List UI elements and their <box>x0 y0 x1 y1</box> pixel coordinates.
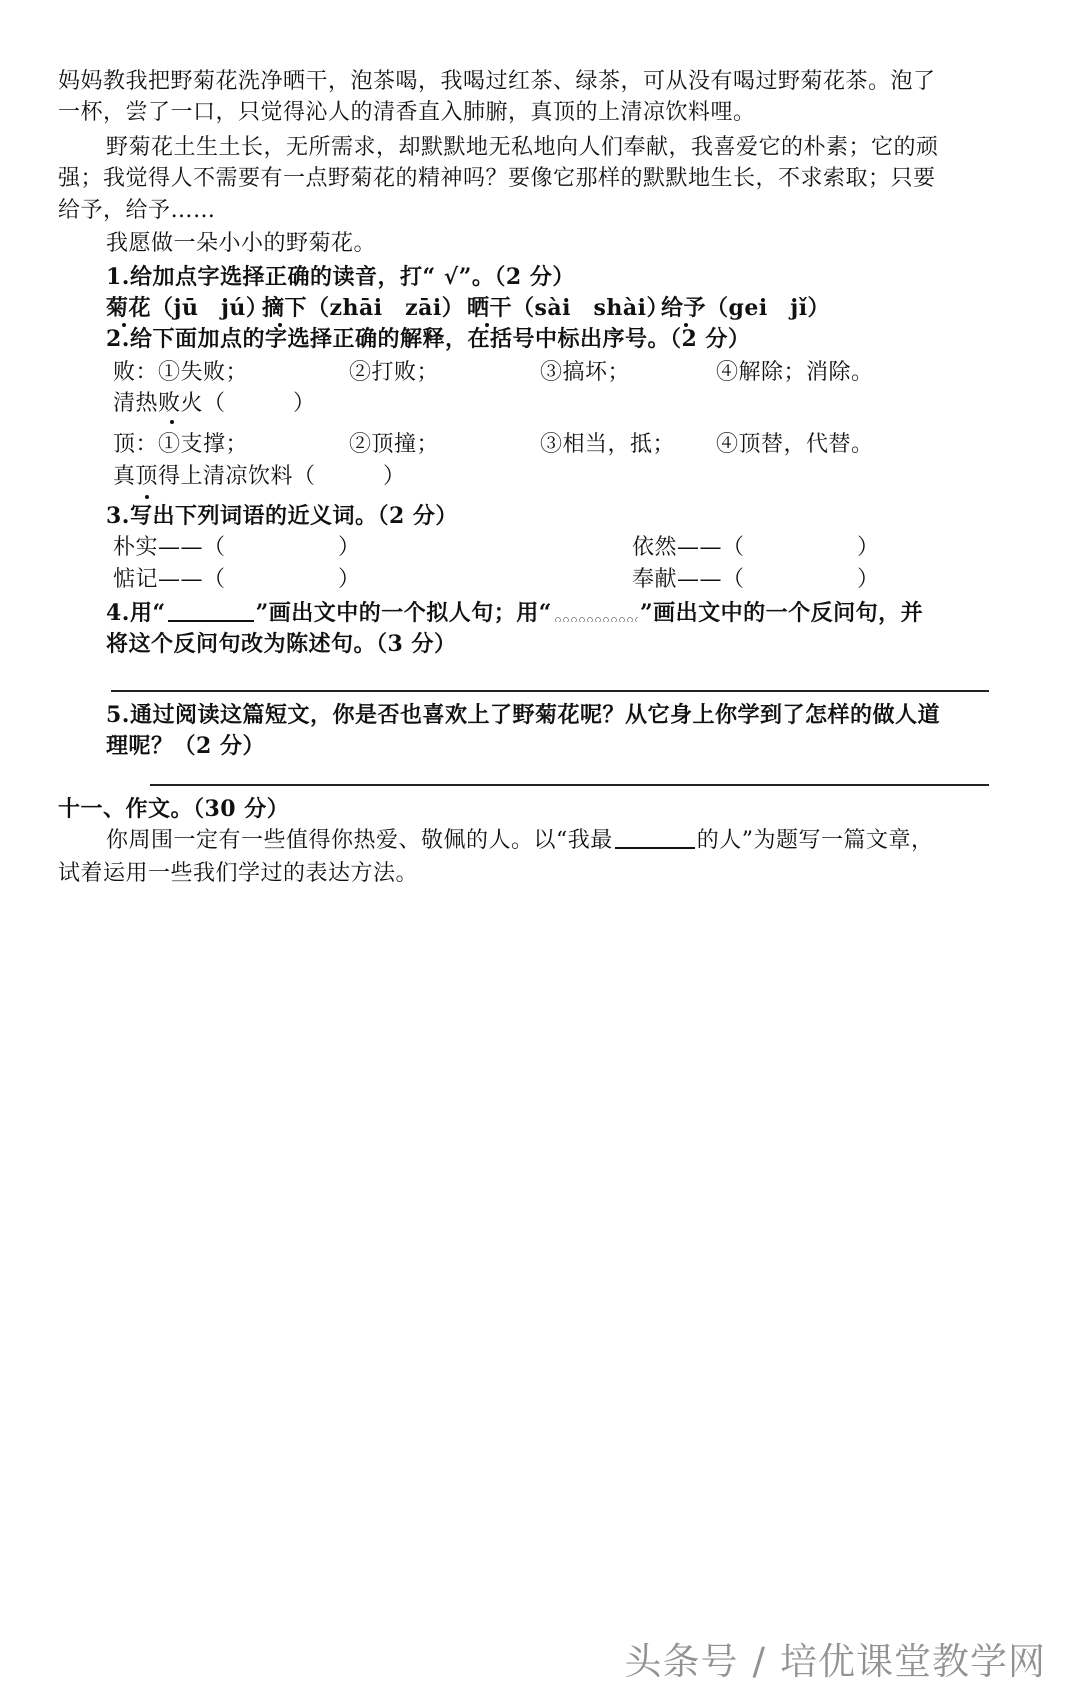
passage-line-4: 强；我觉得人不需要有一点野菊花的精神吗？要像它那样的默默地生长，不求索取；只要 <box>58 166 936 191</box>
emphasis-dot <box>170 420 174 424</box>
question-2-ding-option-c: ③相当，抵； <box>540 432 676 457</box>
question-2-ding-option-d: ④顶替，代替。 <box>716 432 874 457</box>
composition-line-1 <box>106 826 934 856</box>
watermark-slash: / <box>752 1640 766 1683</box>
question-2-bai-option-a: 败：①失败； <box>113 360 249 385</box>
question-4-prefix: 4.用“ <box>106 600 166 626</box>
question-3-item-a: 朴实——（ ） <box>113 535 361 560</box>
watermark-right: 培优课堂教学网 <box>780 1640 1046 1683</box>
question-3-title: 3.写出下列词语的近义词。（2 分） <box>106 503 458 529</box>
question-5-line-1: 5.通过阅读这篇短文，你是否也喜欢上了野菊花呢？从它身上你学到了怎样的做人道 <box>106 702 940 728</box>
composition-line-2: 试着运用一些我们学过的表达方法。 <box>58 861 419 886</box>
question-2-bai-option-d: ④解除；消除。 <box>716 360 874 385</box>
question-1-option-a: 菊花（jū jú） <box>106 295 269 321</box>
question-3-item-d: 奉献——（ ） <box>632 567 880 592</box>
question-2-bai-option-b: ②打败； <box>349 360 440 385</box>
question-2-ding-option-b: ②顶撞； <box>349 432 440 457</box>
question-4-suffix: ”画出文中的一个反问句，并 <box>639 600 924 626</box>
passage-line-6: 我愿做一朵小小的野菊花。 <box>106 231 377 256</box>
question-2-bai-option-c: ③搞坏； <box>540 360 631 385</box>
passage-line-5: 给予，给予…… <box>58 198 216 223</box>
watermark-left: 头条号 <box>624 1640 739 1683</box>
answer-line[interactable] <box>150 784 989 786</box>
passage-line-1: 妈妈教我把野菊花洗净晒干，泡茶喝，我喝过红茶、绿茶，可从没有喝过野菊花茶。泡了 <box>58 69 936 94</box>
question-3-item-c: 惦记——（ ） <box>113 567 361 592</box>
composition-prompt-end: 的人”为题写一篇文章， <box>696 828 934 853</box>
passage-line-2: 一杯，尝了一口，只觉得沁人的清香直入肺腑，真顶的上清凉饮料哩。 <box>58 100 756 125</box>
watermark <box>625 1631 1046 1685</box>
question-5-line-2: 理呢？（2 分） <box>106 733 265 759</box>
question-3-item-b: 依然——（ ） <box>632 535 880 560</box>
question-1-option-d: 给予（gei jǐ） <box>661 295 831 321</box>
question-2-ding-item: 真顶得上清凉饮料（ ） <box>113 464 406 489</box>
question-4-middle: ”画出文中的一个拟人句；用“ <box>255 600 552 626</box>
composition-heading: 十一、作文。（30 分） <box>58 796 290 822</box>
answer-line[interactable] <box>111 690 989 692</box>
question-4-line-2: 将这个反问句改为陈述句。（3 分） <box>106 631 457 657</box>
title-blank[interactable] <box>615 827 695 849</box>
question-2-bai-item: 清热败火（ ） <box>113 391 316 416</box>
question-1-option-c: 晒干（sài shài） <box>467 295 669 321</box>
question-1-title: 1.给加点字选择正确的读音，打“ √”。（2 分） <box>106 264 575 290</box>
question-2-ding-option-a: 顶：①支撑； <box>113 432 249 457</box>
question-1-option-b: 摘下（zhāi zāi） <box>262 295 465 321</box>
question-2-title: 2.给下面加点的字选择正确的解释，在括号中标出序号。（2 分） <box>106 326 751 352</box>
underline-sample <box>168 600 254 622</box>
wavy-line-sample <box>554 604 638 622</box>
composition-prompt-start: 你周围一定有一些值得你热爱、敬佩的人。以“我最 <box>106 828 613 853</box>
passage-line-3: 野菊花土生土长，无所需求，却默默地无私地向人们奉献，我喜爱它的朴素；它的顽 <box>106 135 939 160</box>
emphasis-dot <box>145 495 149 499</box>
question-4-line-1 <box>106 598 923 628</box>
